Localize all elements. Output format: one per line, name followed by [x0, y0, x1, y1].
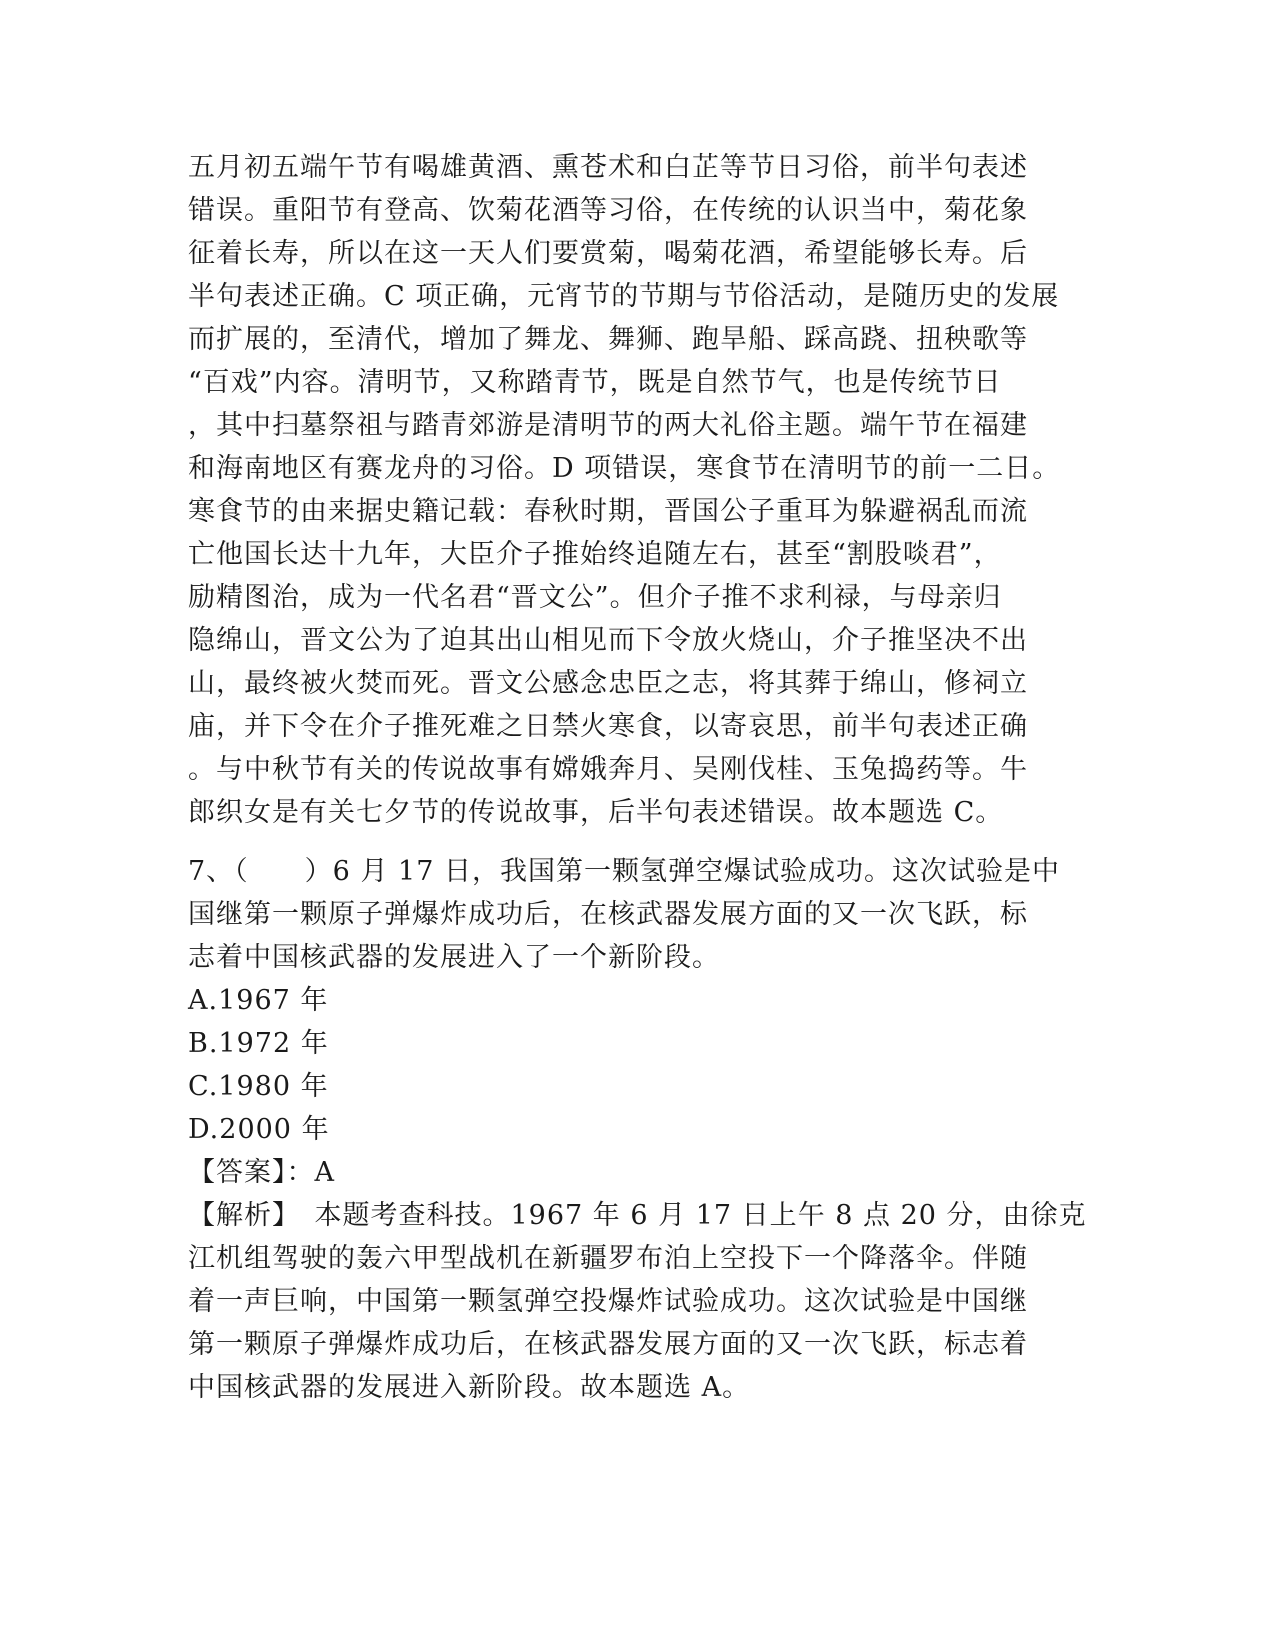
text-line: 隐绵山，晋文公为了迫其出山相见而下令放火烧山，介子推坚决不出 — [188, 625, 1028, 656]
analysis-line: 江机组驾驶的轰六甲型战机在新疆罗布泊上空投下一个降落伞。伴随 — [188, 1243, 1028, 1274]
analysis-line: 着一声巨响，中国第一颗氢弹空投爆炸试验成功。这次试验是中国继 — [188, 1286, 1028, 1317]
question-stem-line: 志着中国核武器的发展进入了一个新阶段。 — [188, 942, 720, 973]
text-line: 庙，并下令在介子推死难之日禁火寒食，以寄哀思，前半句表述正确 — [188, 711, 1028, 742]
analysis-line: 【解析】 本题考查科技。1967 年 6 月 17 日上午 8 点 20 分，由徐克 — [188, 1200, 1087, 1231]
text-line: 错误。重阳节有登高、饮菊花酒等习俗，在传统的认识当中，菊花象 — [188, 195, 1028, 226]
question-stem-line: 7、（ ）6 月 17 日，我国第一颗氢弹空爆试验成功。这次试验是中 — [188, 856, 1060, 887]
text-line: 郎织女是有关七夕节的传说故事，后半句表述错误。故本题选 C。 — [188, 797, 1004, 828]
text-line: 励精图治，成为一代名君“晋文公”。但介子推不求利禄，与母亲归 — [188, 582, 1002, 613]
answer-line: 【答案】：A — [188, 1157, 335, 1188]
analysis-line: 第一颗原子弹爆炸成功后，在核武器发展方面的又一次飞跃，标志着 — [188, 1329, 1028, 1360]
text-line: ，其中扫墓祭祖与踏青郊游是清明节的两大礼俗主题。端午节在福建 — [188, 410, 1028, 441]
question-stem-line: 国继第一颗原子弹爆炸成功后，在核武器发展方面的又一次飞跃，标 — [188, 899, 1028, 930]
text-line: 和海南地区有赛龙舟的习俗。D 项错误，寒食节在清明节的前一二日。 — [188, 453, 1061, 484]
text-line: 而扩展的，至清代，增加了舞龙、舞狮、跑旱船、踩高跷、扭秧歌等 — [188, 324, 1028, 355]
explanation-paragraph — [188, 146, 1088, 834]
document-page — [188, 146, 1088, 1409]
text-line: 。与中秋节有关的传说故事有嫦娥奔月、吴刚伐桂、玉兔捣药等。牛 — [188, 754, 1028, 785]
option-c: C.1980 年 — [188, 1071, 329, 1102]
text-line: 山，最终被火焚而死。晋文公感念忠臣之志，将其葬于绵山，修祠立 — [188, 668, 1028, 699]
option-b: B.1972 年 — [188, 1028, 329, 1059]
text-line: “百戏”内容。清明节，又称踏青节，既是自然节气，也是传统节日 — [188, 367, 1002, 398]
text-line: 亡他国长达十九年，大臣介子推始终追随左右，甚至“割股啖君”， — [188, 539, 1002, 570]
text-line: 征着长寿，所以在这一天人们要赏菊，喝菊花酒，希望能够长寿。后 — [188, 238, 1028, 269]
text-line: 半句表述正确。C 项正确，元宵节的节期与节俗活动，是随历史的发展 — [188, 281, 1060, 312]
paragraph-gap — [188, 834, 1088, 850]
option-a: A.1967 年 — [188, 985, 329, 1016]
option-d: D.2000 年 — [188, 1114, 330, 1145]
text-line: 寒食节的由来据史籍记载：春秋时期，晋国公子重耳为躲避祸乱而流 — [188, 496, 1028, 527]
analysis-line: 中国核武器的发展进入新阶段。故本题选 A。 — [188, 1372, 751, 1403]
question-7 — [188, 850, 1088, 1409]
text-line: 五月初五端午节有喝雄黄酒、熏苍术和白芷等节日习俗，前半句表述 — [188, 152, 1028, 183]
